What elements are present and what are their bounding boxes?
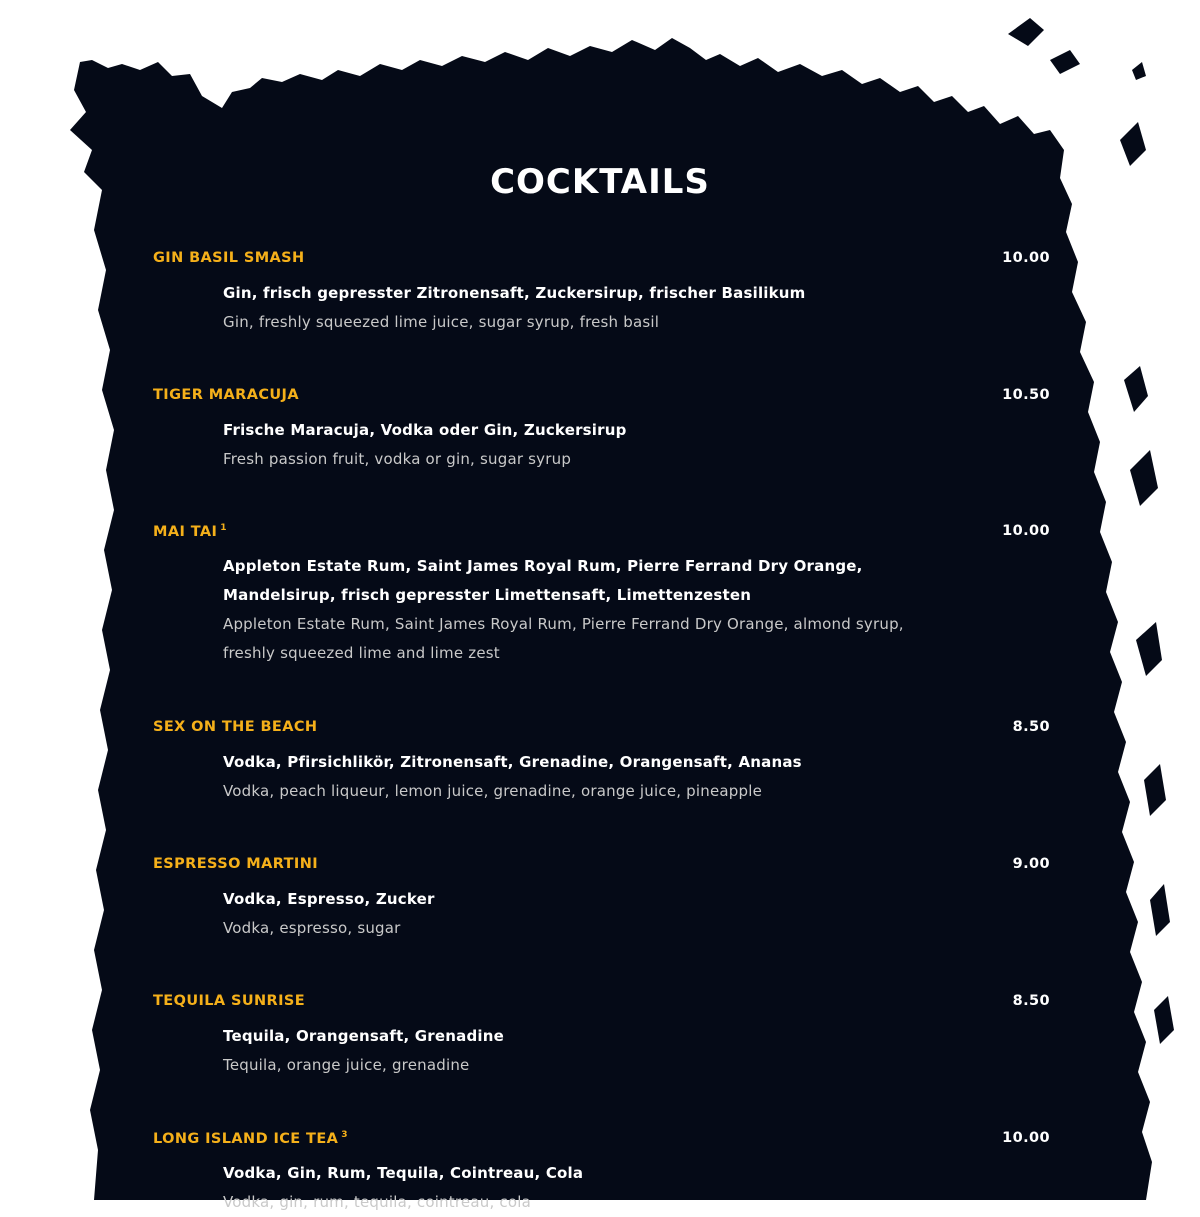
item-price: 9.00 [1012,856,1050,872]
description-german: Gin, frisch gepresster Zitronensaft, Zuckersirup, frischer Basilikum [223,284,806,302]
item-name: GIN BASIL SMASH [153,250,305,266]
item-price: 10.00 [1002,250,1050,266]
description-english: Gin, freshly squeezed lime juice, sugar syrup, fresh basil [223,313,660,331]
description-german: Frische Maracuja, Vodka oder Gin, Zuckersirup [223,421,627,439]
description-english: Appleton Estate Rum, Saint James Royal Rum, Pierre Ferrand Dry Orange, almond syrup, freshly squeezed lime and lime zest [223,615,904,662]
brush-fleck [1008,18,1044,46]
brush-fleck [1124,366,1148,412]
description-english: Fresh passion fruit, vodka or gin, sugar syrup [223,450,572,468]
description-german: Vodka, Pfirsichlikör, Zitronensaft, Grenadine, Orangensaft, Ananas [223,753,802,771]
item-price: 8.50 [1012,719,1050,735]
brush-fleck [1150,884,1170,936]
description-german: Tequila, Orangensaft, Grenadine [223,1027,504,1045]
page-title: COCKTAILS [490,162,710,202]
footnote-marker: 3 [341,1130,348,1140]
brush-fleck [1144,764,1166,816]
brush-fleck [1154,996,1174,1044]
brush-fleck [1130,450,1158,506]
item-name: TIGER MARACUJA [153,387,299,403]
item-name: MAI TAI $^1$ [153,523,227,540]
brush-fleck [1120,122,1146,166]
item-price: 8.50 [1012,993,1050,1009]
description-german: Vodka, Gin, Rum, Tequila, Cointreau, Cola [223,1164,584,1182]
footnote-marker: 1 [220,523,227,533]
item-price: 10.00 [1002,1130,1050,1146]
brush-fleck [1132,62,1146,80]
item-price: 10.50 [1002,387,1050,403]
item-price: 10.00 [1002,523,1050,539]
brush-fleck [1136,622,1162,676]
description-english: Tequila, orange juice, grenadine [223,1056,470,1074]
item-name: LONG ISLAND ICE TEA $^3$ [153,1130,348,1147]
item-name: SEX ON THE BEACH [153,719,318,735]
description-german: Appleton Estate Rum, Saint James Royal Rum, Pierre Ferrand Dry Orange, Mandelsirup, frisch gepresster Limettensaft, Limettenzesten [223,557,863,604]
description-english: Vodka, espresso, sugar [223,919,401,937]
brush-fleck [1050,50,1080,74]
item-name: TEQUILA SUNRISE [153,993,306,1009]
description-german: Vodka, Espresso, Zucker [223,890,435,908]
description-english: Vodka, gin, rum, tequila, cointreau, cola [223,1193,531,1211]
item-name: ESPRESSO MARTINI [153,856,319,872]
description-english: Vodka, peach liqueur, lemon juice, grenadine, orange juice, pineapple [223,782,763,800]
